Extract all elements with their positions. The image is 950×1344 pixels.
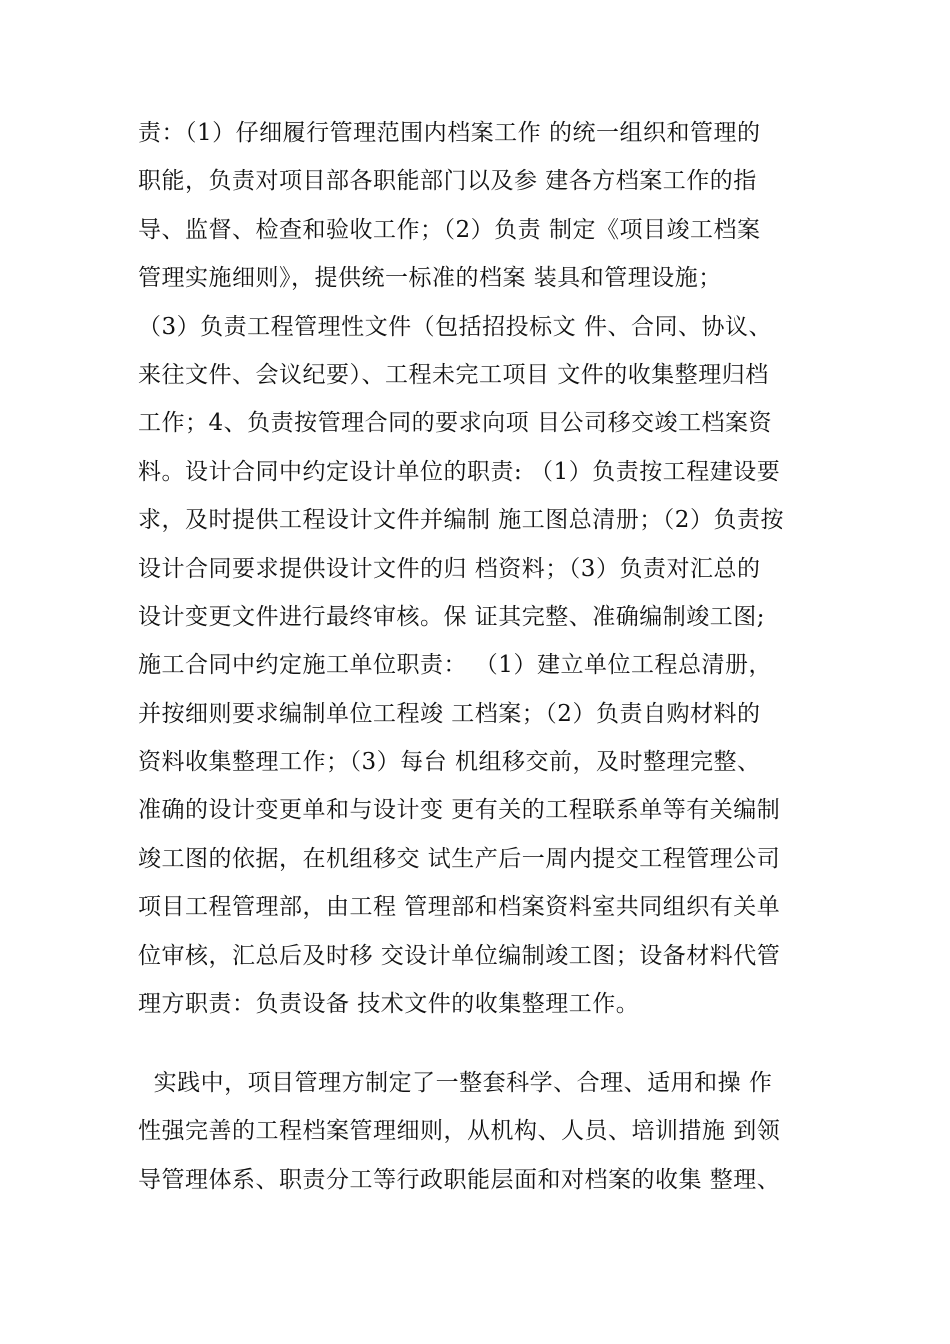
body-paragraph [138,1059,838,1204]
text-line: 导管理体系、职责分工等行政职能层面和对档案的收集 整理、 [138,1166,781,1193]
body-paragraph [138,109,838,1028]
text-line: 竣工图的依据，在机组移交 试生产后一周内提交工程管理公司 [138,845,781,872]
text-line: 责：（1）仔细履行管理范围内档案工作 的统一组织和管理的 [138,120,761,146]
text-line: 设计变更文件进行最终审核。保 证其完整、准确编制竣工图; [138,603,766,630]
text-line: 施工合同中约定施工单位职责： （1）建立单位工程总清册， [138,652,772,679]
text-line: 工作；4、负责按管理合同的要求向项 目公司移交竣工档案资 [138,410,772,437]
text-line: 实践中，项目管理方制定了一整套科学、合理、适用和操 作 [138,1070,773,1096]
text-line: 管理实施细则》，提供统一标准的档案 装具和管理设施； [138,265,722,292]
text-line: 准确的设计变更单和与设计变 更有关的工程联系单等有关编制 [138,797,781,824]
text-line: 料。设计合同中约定设计单位的职责: （1）负责按工程建设要 [138,458,781,485]
text-line: （3）负责工程管理性文件（包括招投标文 件、合同、协议、 [138,313,772,340]
text-line: 资料收集整理工作；（3）每台 机组移交前，及时整理完整、 [138,749,761,776]
text-line: 导、监督、检查和验收工作；（2）负责 制定《项目竣工档案 [138,216,761,243]
text-line: 位审核，汇总后及时移 交设计单位编制竣工图；设备材料代管 [138,942,781,969]
text-line: 求，及时提供工程设计文件并编制 施工图总清册；（2）负责按 [138,507,784,534]
text-line: 项目工程管理部，由工程 管理部和档案资料室共同组织有关单 [138,894,781,921]
text-line: 设计合同要求提供设计文件的归 档资料；（3）负责对汇总的 [138,555,761,582]
text-line: 并按细则要求编制单位工程竣 工档案；（2）负责自购材料的 [138,700,761,727]
text-line: 职能，负责对项目部各职能部门以及参 建各方档案工作的指 [138,168,757,195]
text-line: 理方职责：负责设备 技术文件的收集整理工作。 [138,991,640,1018]
text-line: 性强完善的工程档案管理细则，从机构、人员、培训措施 到领 [138,1118,781,1145]
text-line: 来往文件、会议纪要）、工程未完工项目 文件的收集整理归档 [138,361,769,388]
